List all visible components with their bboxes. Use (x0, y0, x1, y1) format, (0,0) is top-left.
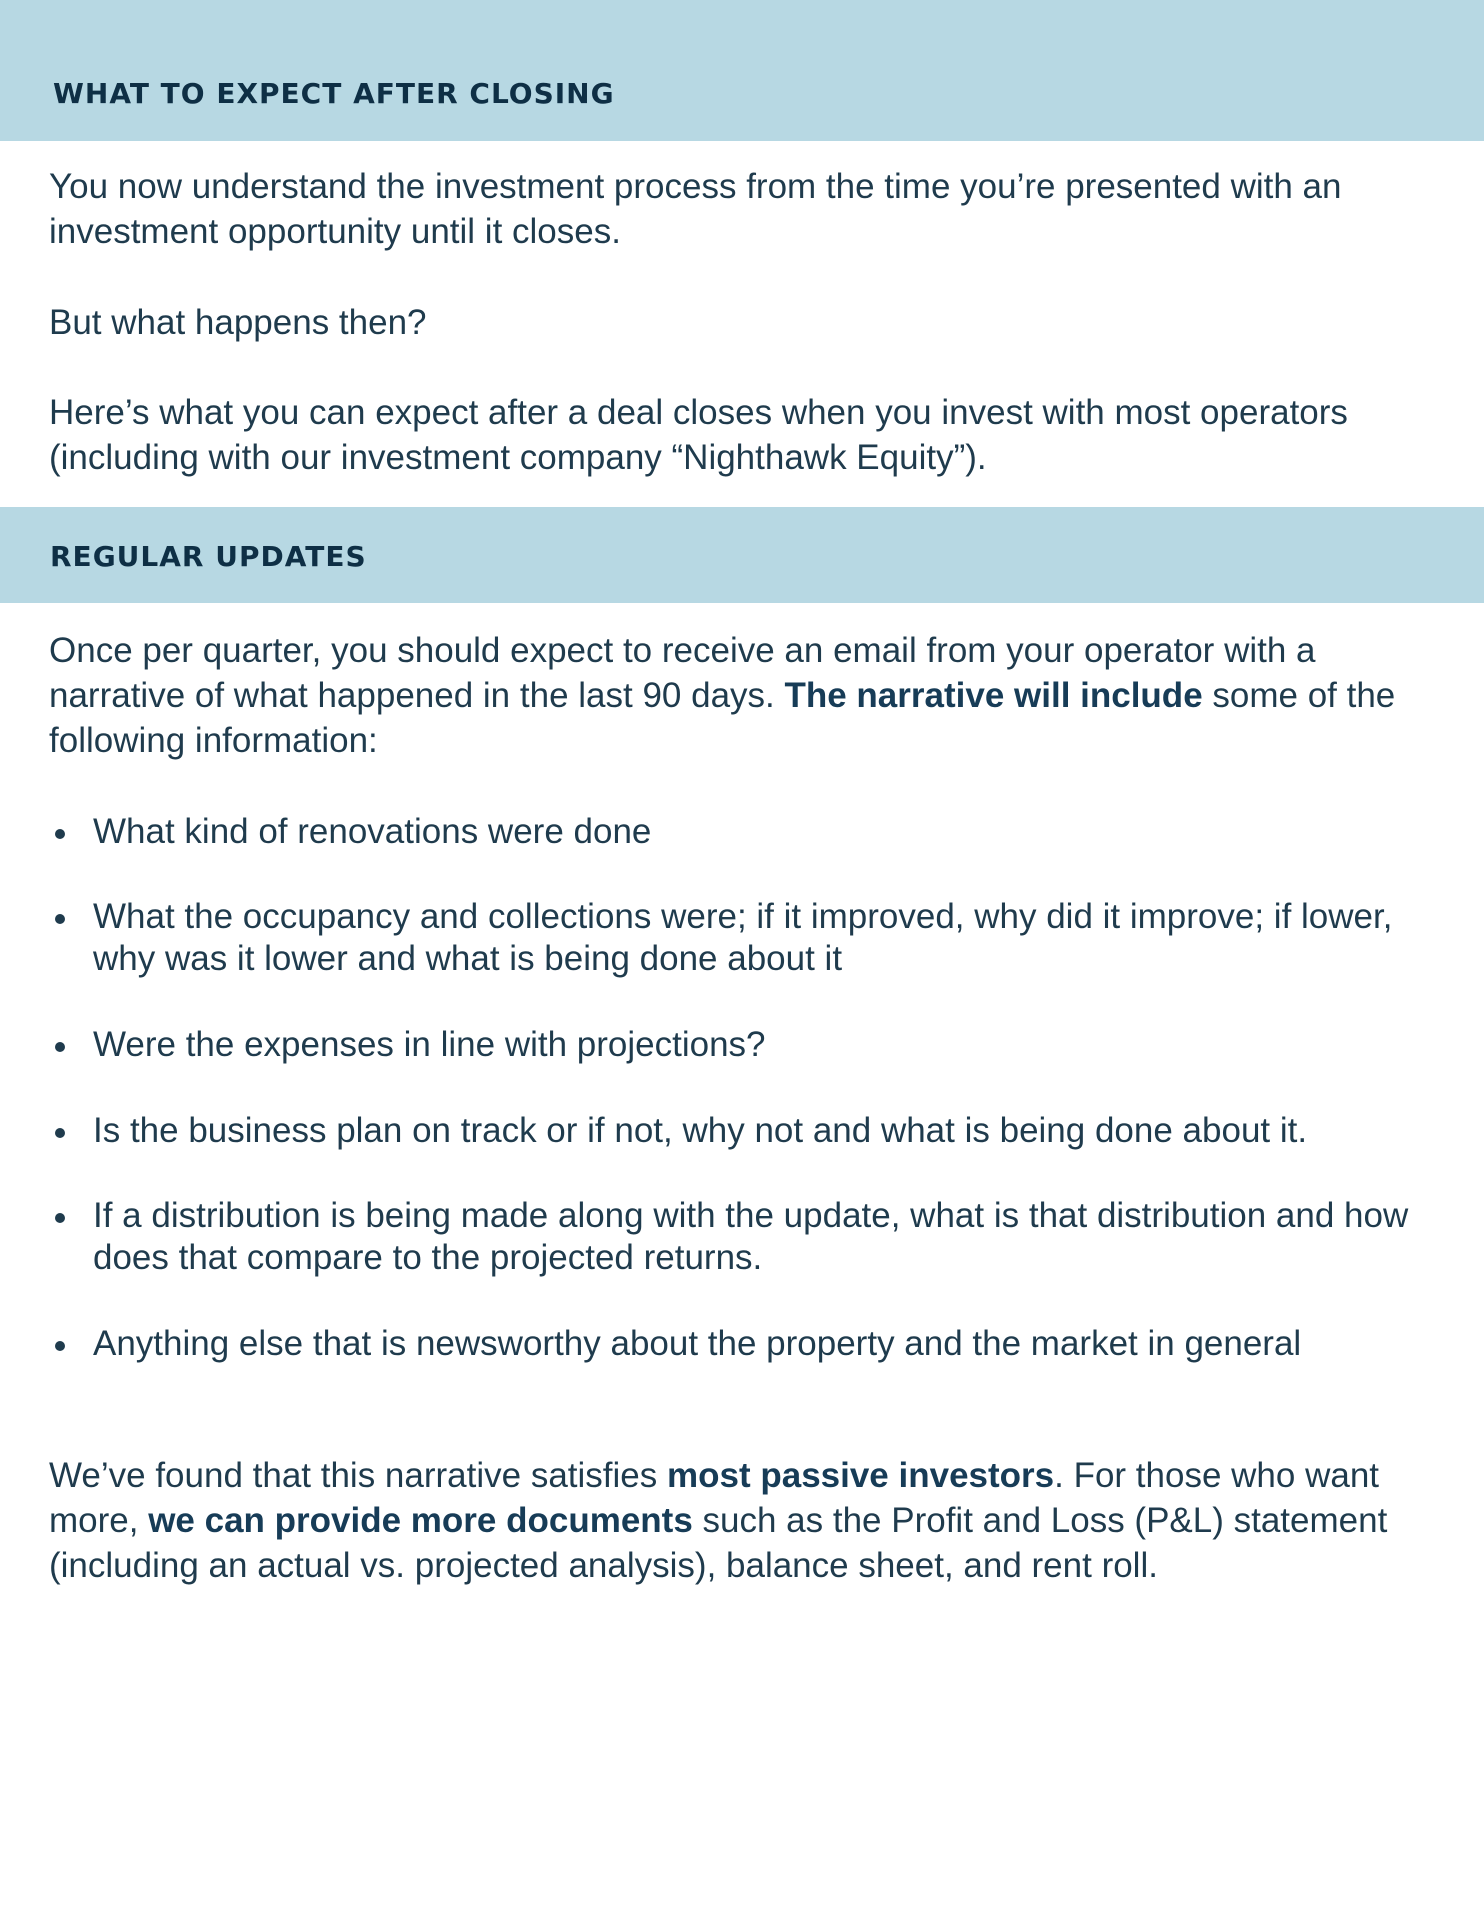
list-item (93, 896, 1463, 980)
bullet-icon (55, 914, 65, 924)
closing-emphasis-documents: we can provide more documents (148, 1501, 693, 1540)
closing-text-mid: . For those who want more, (49, 1456, 1380, 1540)
closing-text: We’ve found that this narrative satisfies (49, 1456, 667, 1495)
list-item (93, 1024, 1463, 1066)
intro-paragraph: You now understand the investment process from the time you’re presented with an investment opportunity until it closes. (49, 167, 1342, 251)
closing-paragraph (49, 1453, 1449, 1588)
bullet-icon (55, 829, 65, 839)
bullet-icon (55, 1213, 65, 1223)
list-item-text: What the occupancy and collections were; if it improved, why did it improve; if lower, why was it lower and what is being done about it (93, 897, 1393, 978)
expectation-paragraph: Here’s what you can expect after a deal closes when you invest with most operators (including with our investment company “Nighthawk Equity”). (49, 393, 1348, 477)
bullet-icon (55, 1042, 65, 1052)
list-item-text: Were the expenses in line with projections? (93, 1025, 766, 1064)
list-item (93, 1323, 1463, 1365)
list-item (93, 811, 1463, 853)
closing-text-end: such as the Profit and Loss (P&L) statement (including an actual vs. projected analysis), balance sheet, and rent roll. (49, 1501, 1388, 1585)
question-paragraph: But what happens then? (49, 303, 427, 342)
section-header-band (0, 0, 1484, 141)
section-heading-regular-updates: REGULAR UPDATES (50, 540, 367, 573)
updates-intro-paragraph (49, 628, 1449, 763)
list-item (93, 1110, 1463, 1152)
list-item (93, 1195, 1463, 1279)
section-header-band (0, 507, 1484, 603)
bullet-icon (55, 1128, 65, 1138)
updates-intro-text-end: some of the following information: (49, 676, 1396, 760)
list-item-text: Anything else that is newsworthy about the property and the market in general (93, 1324, 1302, 1363)
bullet-icon (55, 1341, 65, 1351)
list-item-text: Is the business plan on track or if not, why not and what is being done about it. (93, 1111, 1308, 1150)
closing-emphasis-investors: most passive investors (667, 1456, 1055, 1495)
list-item-text: What kind of renovations were done (93, 812, 652, 851)
updates-intro-emphasis: The narrative will include (784, 676, 1203, 715)
list-item-text: If a distribution is being made along with the update, what is that distribution and how does that compare to the projected returns. (93, 1196, 1409, 1277)
section-heading-after-closing: WHAT TO EXPECT AFTER CLOSING (53, 77, 615, 110)
updates-intro-text: Once per quarter, you should expect to receive an email from your operator with a narrative of what happened in the last 90 days. (49, 631, 1316, 715)
